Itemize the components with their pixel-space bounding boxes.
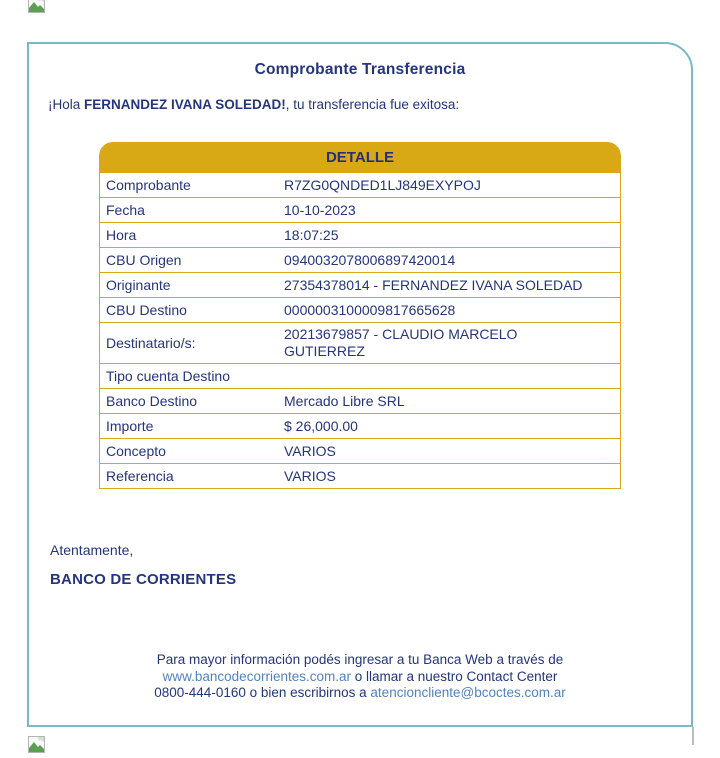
- row-value: R7ZG0QNDED1LJ849EXYPOJ: [284, 176, 481, 193]
- row-label: Referencia: [106, 467, 174, 484]
- detail-table-rows: [100, 173, 620, 488]
- row-label: Banco Destino: [106, 392, 198, 409]
- table-row: [100, 389, 620, 414]
- table-row: [100, 364, 620, 389]
- table-row: [100, 223, 620, 248]
- table-row: [100, 198, 620, 223]
- bank-name: BANCO DE CORRIENTES: [50, 571, 237, 588]
- row-value: VARIOS: [284, 467, 336, 484]
- broken-image-icon: [28, 0, 45, 13]
- row-value: Mercado Libre SRL: [284, 392, 405, 409]
- table-row: [100, 464, 620, 488]
- detail-table-header: DETALLE: [100, 143, 620, 173]
- receipt-card: [27, 42, 693, 727]
- greeting-name: FERNANDEZ IVANA SOLEDAD!: [84, 97, 286, 112]
- footer-line-3: [29, 685, 691, 702]
- row-value: 0940032078006897420014: [284, 251, 456, 268]
- table-row: [100, 173, 620, 198]
- page-title: Comprobante Transferencia: [254, 61, 466, 78]
- row-label: Concepto: [106, 442, 166, 459]
- table-row: [100, 439, 620, 464]
- greeting-prefix: ¡Hola: [48, 97, 85, 112]
- row-label: Fecha: [106, 201, 145, 218]
- row-label: Tipo cuenta Destino: [106, 367, 230, 384]
- support-email-link[interactable]: atencioncliente@bcoctes.com.ar: [370, 685, 566, 700]
- row-label: CBU Origen: [106, 251, 182, 268]
- table-row: [100, 273, 620, 298]
- table-row: [100, 414, 620, 439]
- greeting-text: [48, 97, 675, 112]
- table-row: [100, 248, 620, 273]
- row-label: Importe: [106, 417, 154, 434]
- detail-table: [99, 142, 621, 489]
- footer-line-1: Para mayor información podés ingresar a tu Banca Web a través de: [156, 652, 564, 667]
- row-value: 0000003100009817665628: [284, 301, 456, 318]
- bank-website-link[interactable]: www.bancodecorrientes.com.ar: [162, 668, 351, 684]
- row-label: CBU Destino: [106, 301, 187, 318]
- row-value: VARIOS: [284, 442, 336, 459]
- table-row: [100, 298, 620, 323]
- row-value: 27354378014 - FERNANDEZ IVANA SOLEDAD: [284, 276, 583, 293]
- page-edge-line: [692, 727, 694, 745]
- row-value: [284, 373, 620, 379]
- row-label: Hora: [106, 226, 137, 243]
- row-label: Destinatario/s:: [106, 334, 196, 351]
- footer-line-2: [29, 669, 691, 686]
- footer-line-2-rest: o llamar a nuestro Contact Center: [350, 668, 558, 684]
- footer-line-3-prefix: 0800-444-0160 o bien escribirnos a: [154, 685, 371, 700]
- row-label: Originante: [106, 276, 171, 293]
- closing-text: Atentamente,: [50, 542, 134, 558]
- row-value: 18:07:25: [284, 226, 339, 243]
- row-label: Comprobante: [106, 176, 191, 193]
- greeting-suffix: , tu transferencia fue exitosa:: [285, 97, 460, 112]
- row-value: 20213679857 - CLAUDIO MARCELO GUTIERREZ: [284, 326, 518, 359]
- row-value: $ 26,000.00: [284, 417, 358, 434]
- footer-info: [29, 652, 691, 702]
- row-value: 10-10-2023: [284, 201, 356, 218]
- table-row: [100, 323, 620, 364]
